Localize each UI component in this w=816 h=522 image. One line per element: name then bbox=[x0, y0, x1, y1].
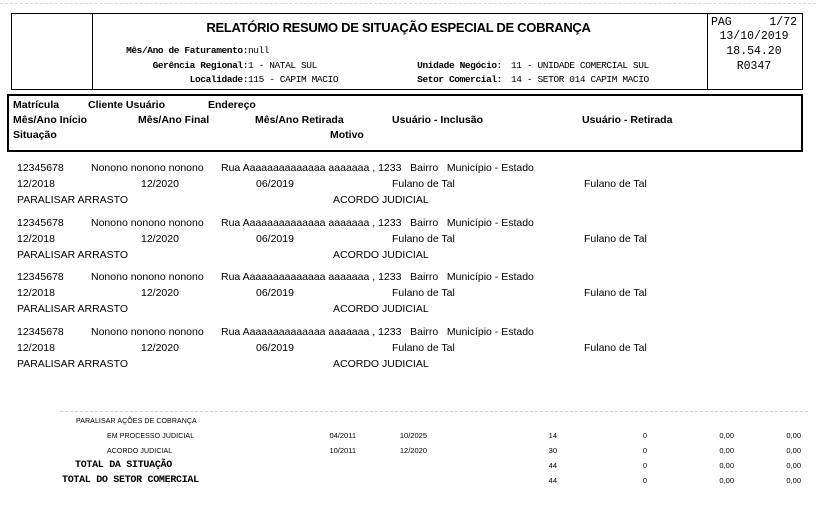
row-matricula: 12345678 bbox=[17, 217, 64, 229]
col-header-situacao: Situação bbox=[13, 129, 57, 141]
summary-valor2: 0,00 bbox=[786, 431, 801, 440]
localidade-value: 115 - CAPIM MACIO bbox=[248, 74, 339, 85]
row-situacao: PARALISAR ARRASTO bbox=[17, 194, 129, 206]
summary-valor1: 0,00 bbox=[719, 431, 734, 440]
row-matricula: 12345678 bbox=[17, 271, 64, 283]
col-header-cliente: Cliente Usuário bbox=[88, 99, 166, 111]
report-date: 13/10/2019 bbox=[719, 30, 789, 43]
total-setor-valor1: 0,00 bbox=[719, 476, 734, 485]
page-number: 1/72 bbox=[769, 16, 797, 29]
total-situacao-qtd2: 0 bbox=[642, 461, 647, 470]
col-header-usuario-inclusao: Usuário - Inclusão bbox=[392, 114, 484, 126]
row-endereco: Rua Aaaaaaaaaaaaaa aaaaaaa , 1233 Bairro Município - Estado bbox=[221, 271, 534, 283]
row-mes-final: 12/2020 bbox=[141, 287, 179, 299]
row-situacao: PARALISAR ARRASTO bbox=[17, 358, 129, 370]
faturamento-label: Mês/Ano de Faturamento: bbox=[126, 45, 248, 56]
row-situacao: PARALISAR ARRASTO bbox=[17, 249, 129, 261]
col-header-usuario-retirada: Usuário - Retirada bbox=[582, 114, 673, 126]
row-usuario-inclusao: Fulano de Tal bbox=[392, 287, 455, 299]
row-cliente: Nonono nonono nonono bbox=[91, 271, 204, 283]
row-mes-retirada: 06/2019 bbox=[256, 178, 294, 190]
summary-row-label: ACORDO JUDICIAL bbox=[107, 448, 173, 455]
row-motivo: ACORDO JUDICIAL bbox=[333, 303, 429, 315]
gerencia-value: 1 - NATAL SUL bbox=[248, 60, 317, 71]
row-usuario-retirada: Fulano de Tal bbox=[584, 233, 647, 245]
row-motivo: ACORDO JUDICIAL bbox=[333, 249, 429, 261]
col-header-mes-retirada: Mês/Ano Retirada bbox=[255, 114, 344, 126]
summary-valor2: 0,00 bbox=[786, 446, 801, 455]
total-situacao-qtd1: 44 bbox=[548, 461, 557, 470]
report-title: RELATÓRIO RESUMO DE SITUAÇÃO ESPECIAL DE COBRANÇA bbox=[206, 20, 591, 35]
row-endereco: Rua Aaaaaaaaaaaaaa aaaaaaa , 1233 Bairro Município - Estado bbox=[221, 162, 534, 174]
row-mes-final: 12/2020 bbox=[141, 342, 179, 354]
pag-label: PAG bbox=[711, 16, 732, 29]
summary-dashed-rule bbox=[60, 411, 808, 412]
row-situacao: PARALISAR ARRASTO bbox=[17, 303, 129, 315]
col-header-endereco: Endereço bbox=[208, 99, 256, 111]
summary-group-label: PARALISAR AÇÕES DE COBRANÇA bbox=[76, 418, 197, 425]
col-header-mes-inicio: Mês/Ano Início bbox=[13, 114, 88, 126]
row-usuario-retirada: Fulano de Tal bbox=[584, 178, 647, 190]
total-setor-label: TOTAL DO SETOR COMERCIAL bbox=[62, 475, 199, 486]
row-mes-inicio: 12/2018 bbox=[17, 342, 55, 354]
row-mes-final: 12/2020 bbox=[141, 178, 179, 190]
total-setor-valor2: 0,00 bbox=[786, 476, 801, 485]
summary-mes-inicio: 04/2011 bbox=[329, 431, 356, 440]
row-cliente: Nonono nonono nonono bbox=[91, 326, 204, 338]
row-usuario-inclusao: Fulano de Tal bbox=[392, 342, 455, 354]
summary-valor1: 0,00 bbox=[719, 446, 734, 455]
row-cliente: Nonono nonono nonono bbox=[91, 162, 204, 174]
report-code: R0347 bbox=[736, 60, 772, 73]
summary-qtd2: 0 bbox=[642, 431, 647, 440]
summary-mes-fim: 12/2020 bbox=[399, 446, 427, 455]
total-situacao-valor1: 0,00 bbox=[719, 461, 734, 470]
row-mes-inicio: 12/2018 bbox=[17, 287, 55, 299]
total-situacao-valor2: 0,00 bbox=[786, 461, 801, 470]
summary-qtd2: 0 bbox=[642, 446, 647, 455]
unidade-value: 11 - UNIDADE COMERCIAL SUL bbox=[511, 60, 649, 71]
row-usuario-retirada: Fulano de Tal bbox=[584, 287, 647, 299]
total-situacao-label: TOTAL DA SITUAÇÃO bbox=[75, 460, 172, 471]
row-cliente: Nonono nonono nonono bbox=[91, 217, 204, 229]
row-mes-retirada: 06/2019 bbox=[256, 342, 294, 354]
pag-row bbox=[711, 16, 797, 29]
row-motivo: ACORDO JUDICIAL bbox=[333, 194, 429, 206]
row-usuario-inclusao: Fulano de Tal bbox=[392, 178, 455, 190]
summary-qtd1: 14 bbox=[548, 431, 557, 440]
summary-mes-fim: 10/2025 bbox=[399, 431, 427, 440]
localidade-label: Localidade: bbox=[189, 74, 248, 85]
col-header-matricula: Matrícula bbox=[13, 99, 60, 111]
row-mes-inicio: 12/2018 bbox=[17, 178, 55, 190]
row-mes-retirada: 06/2019 bbox=[256, 233, 294, 245]
unidade-label: Unidade Negócio: bbox=[417, 60, 502, 71]
row-usuario-retirada: Fulano de Tal bbox=[584, 342, 647, 354]
row-endereco: Rua Aaaaaaaaaaaaaa aaaaaaa , 1233 Bairro Município - Estado bbox=[221, 326, 534, 338]
faturamento-value: null bbox=[248, 45, 270, 56]
summary-qtd1: 30 bbox=[548, 446, 557, 455]
row-matricula: 12345678 bbox=[17, 162, 64, 174]
top-dashed-rule bbox=[0, 3, 816, 4]
setor-value: 14 - SETOR 014 CAPIM MACIO bbox=[511, 74, 649, 85]
row-mes-retirada: 06/2019 bbox=[256, 287, 294, 299]
col-header-mes-final: Mês/Ano Final bbox=[138, 114, 210, 126]
setor-label: Setor Comercial: bbox=[417, 74, 502, 85]
row-mes-final: 12/2020 bbox=[141, 233, 179, 245]
col-header-motivo: Motivo bbox=[330, 129, 364, 141]
row-endereco: Rua Aaaaaaaaaaaaaa aaaaaaa , 1233 Bairro Município - Estado bbox=[221, 217, 534, 229]
gerencia-label: Gerência Regional: bbox=[152, 60, 248, 71]
summary-mes-inicio: 10/2011 bbox=[329, 446, 356, 455]
total-setor-qtd2: 0 bbox=[642, 476, 647, 485]
row-usuario-inclusao: Fulano de Tal bbox=[392, 233, 455, 245]
total-setor-qtd1: 44 bbox=[548, 476, 557, 485]
row-mes-inicio: 12/2018 bbox=[17, 233, 55, 245]
row-matricula: 12345678 bbox=[17, 326, 64, 338]
row-motivo: ACORDO JUDICIAL bbox=[333, 358, 429, 370]
summary-row-label: EM PROCESSO JUDICIAL bbox=[107, 433, 195, 440]
report-time: 18.54.20 bbox=[726, 45, 782, 58]
